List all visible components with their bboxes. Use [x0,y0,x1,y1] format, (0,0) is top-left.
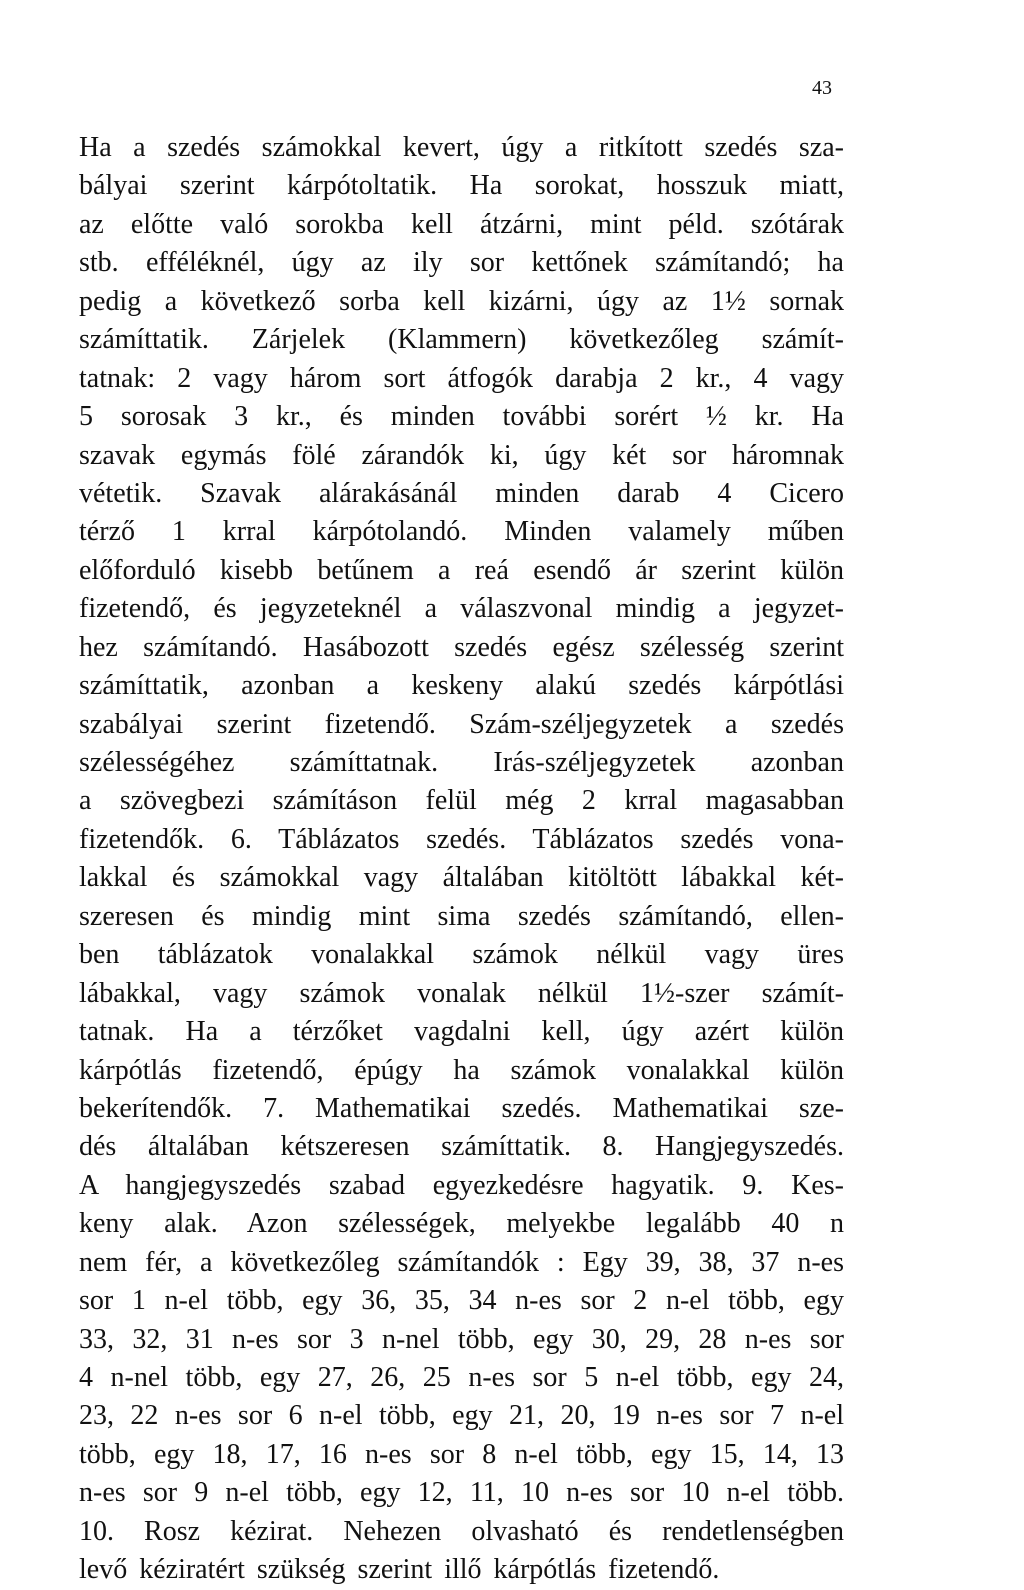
text-line: lakkal és számokkal vagy általában kitöltött lábakkal két- [79,862,844,894]
text-line: szavak egymás fölé zárandók ki, úgy két sor háromnak [79,439,844,471]
text-line: az előtte való sorokba kell átzárni, mint péld. szótárak [79,208,844,240]
text-line: több, egy 18, 17, 16 n-es sor 8 n-el több, egy 15, 14, 13 [79,1438,844,1470]
text-line: kárpótlás fizetendő, épúgy ha számok vonalakkal külön [79,1054,844,1086]
text-line: szélességéhez számíttatnak. Irás-széljegyzetek azonban [79,747,844,778]
text-line: szabályai szerint fizetendő. Szám-széljegyzetek a szedés [79,708,844,740]
text-line: dés általában kétszeresen számíttatik. 8. Hangjegyszedés. [79,1131,844,1163]
text-line: bekerítendők. 7. Mathematikai szedés. Mathematikai sze- [79,1092,844,1124]
text-line: a szövegbezi számításon felül még 2 krral magasabban [79,785,844,817]
text-line: térző 1 krral kárpótolandó. Minden valamely műben [79,516,844,548]
text-line: 10. Rosz kézirat. Nehezen olvasható és rendetlenségben [79,1515,844,1547]
text-line: 33, 32, 31 n-es sor 3 n-nel több, egy 30, 29, 28 n-es sor [79,1323,844,1355]
text-line: Ha a szedés számokkal kevert, úgy a ritkított szedés sza- [79,132,844,163]
text-line: n-es sor 9 n-el több, egy 12, 11, 10 n-es sor 10 n-el több. [79,1477,844,1509]
text-line: hez számítandó. Hasábozott szedés egész szélesség szerint [79,631,844,663]
text-line: számíttatik. Zárjelek (Klammern) következőleg számít- [79,324,844,356]
text-line: 5 sorosak 3 kr., és minden további sorért ½ kr. Ha [79,401,844,433]
text-line: előforduló kisebb betűnem a reá esendő ár szerint külön [79,554,844,586]
text-line: 4 n-nel több, egy 27, 26, 25 n-es sor 5 n-el több, egy 24, [79,1362,844,1393]
text-line: sor 1 n-el több, egy 36, 35, 34 n-es sor 2 n-el több, egy [79,1285,844,1317]
page-number: 43 [812,77,832,99]
text-line: tatnak. Ha a térzőket vagdalni kell, úgy azért külön [79,1016,844,1048]
text-line: stb. efféléknél, úgy az ily sor kettőnek számítandó; ha [79,247,844,279]
text-line: levő kéziratért szükség szerint illő kárpótlás fizetendő. [79,1554,720,1586]
text-line: fizetendő, és jegyzeteknél a válaszvonal mindig a jegyzet- [79,593,844,625]
text-line: nem fér, a következőleg számítandók : Egy 39, 38, 37 n-es [79,1246,844,1278]
text-line: vétetik. Szavak alárakásánál minden darab 4 Cicero [79,477,844,509]
body-text [79,129,844,1590]
text-line: 23, 22 n-es sor 6 n-el több, egy 21, 20, 19 n-es sor 7 n-el [79,1400,844,1432]
text-line: fizetendők. 6. Táblázatos szedés. Táblázatos szedés vona- [79,823,844,855]
text-line: bályai szerint kárpótoltatik. Ha sorokat, hosszuk miatt, [79,170,844,202]
text-line: lábakkal, vagy számok vonalak nélkül 1½-szer számít- [79,977,844,1009]
text-line: számíttatik, azonban a keskeny alakú szedés kárpótlási [79,670,844,702]
text-line: ben táblázatok vonalakkal számok nélkül vagy üres [79,939,844,971]
text-line: tatnak: 2 vagy három sort átfogók darabja 2 kr., 4 vagy [79,362,844,394]
text-line: A hangjegyszedés szabad egyezkedésre hagyatik. 9. Kes- [79,1169,844,1201]
text-line: keny alak. Azon szélességek, melyekbe legalább 40 n [79,1208,844,1240]
text-line: pedig a következő sorba kell kizárni, úgy az 1½ sornak [79,285,844,317]
text-line: szeresen és mindig mint sima szedés számítandó, ellen- [79,900,844,932]
